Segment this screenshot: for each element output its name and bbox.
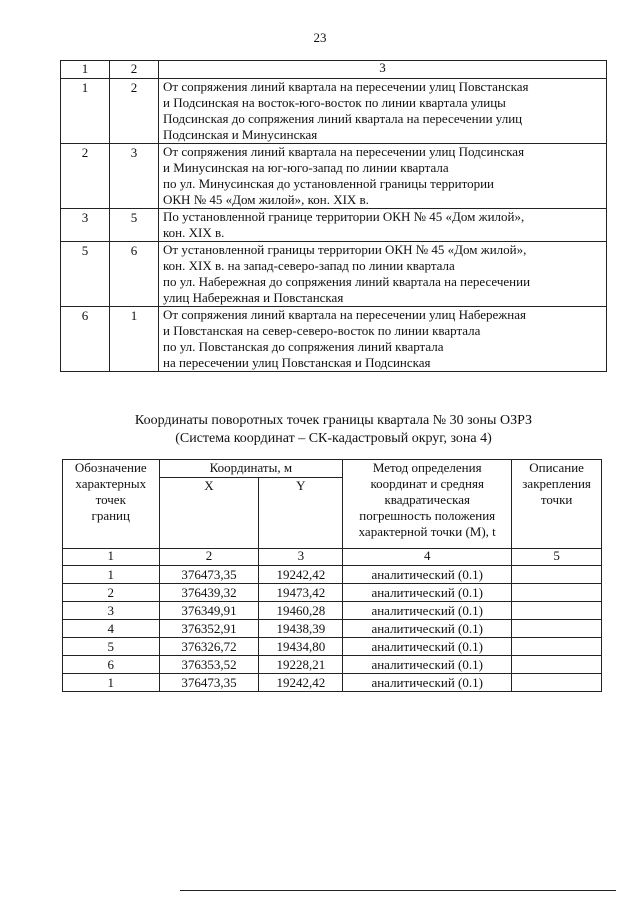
description-line: От сопряжения линий квартала на пересечении улиц Набережная bbox=[163, 307, 526, 322]
coordinate-row bbox=[63, 566, 602, 584]
y-value: 19242,42 bbox=[259, 674, 343, 692]
method-value: аналитический (0.1) bbox=[343, 620, 512, 638]
description-value bbox=[512, 656, 602, 674]
description-value bbox=[512, 584, 602, 602]
coordinate-row bbox=[63, 584, 602, 602]
header-coordinates: Координаты, м bbox=[159, 460, 343, 478]
coordinate-row bbox=[63, 638, 602, 656]
header-line: погрешность положения bbox=[359, 508, 496, 523]
method-value: аналитический (0.1) bbox=[343, 566, 512, 584]
col-number: 4 bbox=[343, 549, 512, 566]
x-value: 376352,91 bbox=[159, 620, 259, 638]
description-line: ОКН № 45 «Дом жилой», кон. XIX в. bbox=[163, 192, 369, 207]
col-number: 3 bbox=[259, 549, 343, 566]
description-line: Подсинская до сопряжения линий квартала на пересечении улиц bbox=[163, 111, 523, 126]
col-number: 2 bbox=[159, 549, 259, 566]
segment-from: 1 bbox=[61, 79, 110, 144]
segment-description bbox=[159, 79, 607, 144]
description-value bbox=[512, 566, 602, 584]
header-line: Метод определения bbox=[372, 460, 482, 475]
segment-to: 2 bbox=[110, 79, 159, 144]
header-line: характерных bbox=[75, 476, 147, 491]
header-line: координат и средняя bbox=[370, 476, 484, 491]
y-value: 19438,39 bbox=[259, 620, 343, 638]
segment-description bbox=[159, 242, 607, 307]
x-value: 376353,52 bbox=[159, 656, 259, 674]
segment-to: 1 bbox=[110, 307, 159, 372]
col-number: 1 bbox=[63, 549, 160, 566]
header-line: Описание bbox=[529, 460, 584, 475]
x-value: 376349,91 bbox=[159, 602, 259, 620]
header-line: квадратическая bbox=[384, 492, 470, 507]
col-number: 5 bbox=[512, 549, 602, 566]
description-line: и Минусинская на юг-юго-запад по линии квартала bbox=[163, 160, 449, 175]
description-line: Подсинская и Минусинская bbox=[163, 127, 318, 142]
header-line: характерной точки (М), t bbox=[358, 524, 496, 539]
segment-from: 5 bbox=[61, 242, 110, 307]
segment-from: 2 bbox=[61, 144, 110, 209]
segment-row bbox=[61, 144, 607, 209]
segment-row bbox=[61, 242, 607, 307]
point-number: 5 bbox=[63, 638, 160, 656]
coordinate-row bbox=[63, 674, 602, 692]
coordinate-row bbox=[63, 620, 602, 638]
segment-to: 6 bbox=[110, 242, 159, 307]
description-value bbox=[512, 674, 602, 692]
header-designation bbox=[63, 460, 160, 549]
x-value: 376473,35 bbox=[159, 674, 259, 692]
coords-header-row-1 bbox=[63, 460, 602, 478]
method-value: аналитический (0.1) bbox=[343, 584, 512, 602]
point-number: 2 bbox=[63, 584, 160, 602]
description-line: кон. XIX в. на запад-северо-запад по линии квартала bbox=[163, 258, 455, 273]
method-value: аналитический (0.1) bbox=[343, 602, 512, 620]
header-description bbox=[512, 460, 602, 549]
description-line: От установленной границы территории ОКН № 45 «Дом жилой», bbox=[163, 242, 527, 257]
method-value: аналитический (0.1) bbox=[343, 656, 512, 674]
header-method bbox=[343, 460, 512, 549]
method-value: аналитический (0.1) bbox=[343, 674, 512, 692]
footer-rule bbox=[180, 890, 616, 891]
point-number: 1 bbox=[63, 566, 160, 584]
segment-row bbox=[61, 79, 607, 144]
header-line: точки bbox=[540, 492, 573, 507]
x-value: 376473,35 bbox=[159, 566, 259, 584]
description-line: по ул. Повстанская до сопряжения линий квартала bbox=[163, 339, 444, 354]
segment-description bbox=[159, 144, 607, 209]
coordinates-section-title bbox=[60, 412, 607, 448]
description-line: по ул. Набережная до сопряжения линий квартала на пересечении bbox=[163, 274, 531, 289]
description-line: От сопряжения линий квартала на пересечении улиц Повстанская bbox=[163, 79, 529, 94]
header-line: Обозначение bbox=[74, 460, 147, 475]
description-line: От сопряжения линий квартала на пересечении улиц Подсинская bbox=[163, 144, 525, 159]
method-value: аналитический (0.1) bbox=[343, 638, 512, 656]
header-col-3: 3 bbox=[159, 61, 607, 79]
page-number: 23 bbox=[313, 30, 327, 45]
title-line-2: (Система координат – СК-кадастровый округ, зона 4) bbox=[175, 431, 492, 446]
y-value: 19460,28 bbox=[259, 602, 343, 620]
description-line: улиц Набережная и Повстанская bbox=[163, 290, 344, 305]
description-line: По установленной границе территории ОКН № 45 «Дом жилой», bbox=[163, 209, 525, 224]
segment-row bbox=[61, 209, 607, 242]
segment-from: 3 bbox=[61, 209, 110, 242]
header-y: Y bbox=[259, 478, 343, 549]
segment-row bbox=[61, 307, 607, 372]
point-number: 4 bbox=[63, 620, 160, 638]
description-line: и Подсинская на восток-юго-восток по линии квартала улицы bbox=[163, 95, 506, 110]
description-value bbox=[512, 638, 602, 656]
segment-to: 3 bbox=[110, 144, 159, 209]
description-line: и Повстанская на север-северо-восток по линии квартала bbox=[163, 323, 481, 338]
segment-from: 6 bbox=[61, 307, 110, 372]
description-line: на пересечении улиц Повстанская и Подсинская bbox=[163, 355, 431, 370]
description-line: кон. XIX в. bbox=[163, 225, 225, 240]
header-x: X bbox=[159, 478, 259, 549]
y-value: 19242,42 bbox=[259, 566, 343, 584]
segments-header-row bbox=[61, 61, 607, 79]
coordinate-row bbox=[63, 656, 602, 674]
segment-description bbox=[159, 209, 607, 242]
y-value: 19228,21 bbox=[259, 656, 343, 674]
segment-description bbox=[159, 307, 607, 372]
y-value: 19434,80 bbox=[259, 638, 343, 656]
x-value: 376439,32 bbox=[159, 584, 259, 602]
title-line-1: Координаты поворотных точек границы квартала № 30 зоны ОЗРЗ bbox=[134, 413, 533, 428]
point-number: 1 bbox=[63, 674, 160, 692]
description-value bbox=[512, 602, 602, 620]
column-number-row bbox=[63, 549, 602, 566]
boundary-segments-table bbox=[60, 60, 607, 372]
x-value: 376326,72 bbox=[159, 638, 259, 656]
coordinates-table bbox=[62, 459, 602, 692]
description-line: по ул. Минусинская до установленной границы территории bbox=[163, 176, 495, 191]
y-value: 19473,42 bbox=[259, 584, 343, 602]
point-number: 3 bbox=[63, 602, 160, 620]
header-line: границ bbox=[91, 508, 130, 523]
point-number: 6 bbox=[63, 656, 160, 674]
segment-to: 5 bbox=[110, 209, 159, 242]
header-line: закрепления bbox=[522, 476, 591, 491]
coordinate-row bbox=[63, 602, 602, 620]
header-col-2: 2 bbox=[110, 61, 159, 79]
description-value bbox=[512, 620, 602, 638]
header-col-1: 1 bbox=[61, 61, 110, 79]
header-line: точек bbox=[95, 492, 126, 507]
